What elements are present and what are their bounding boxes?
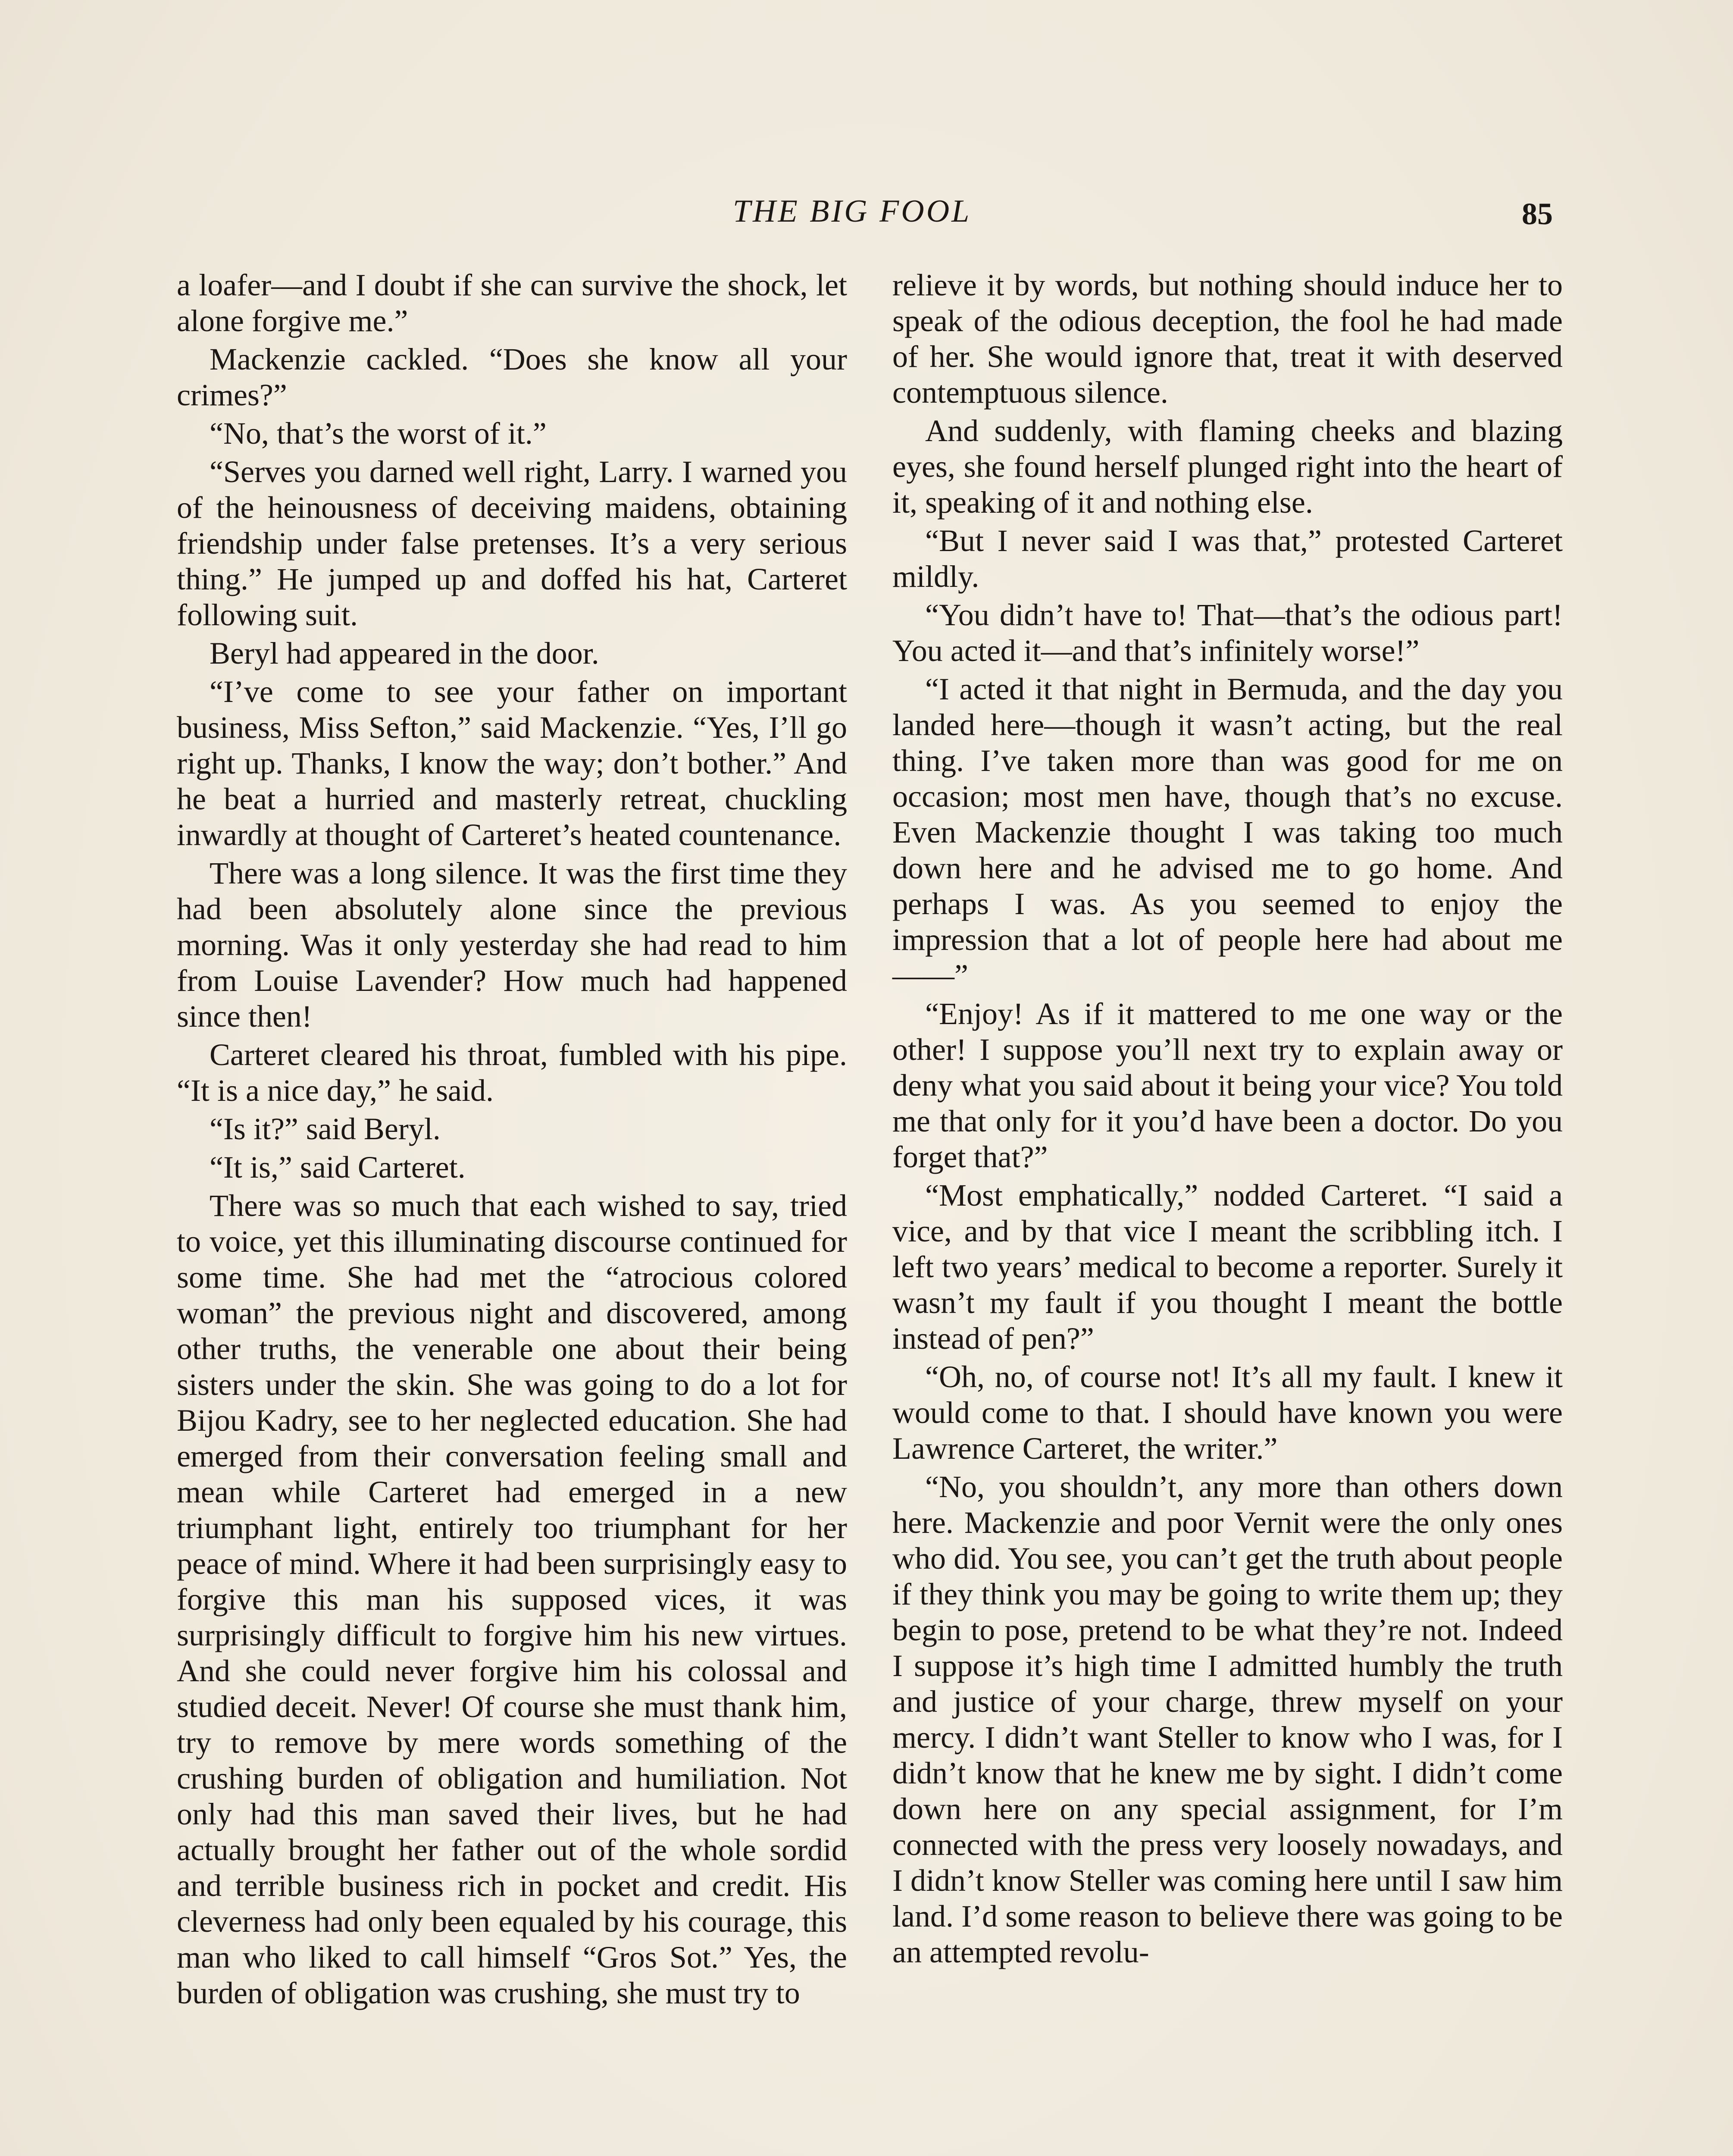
paragraph: “Is it?” said Beryl. bbox=[210, 1112, 441, 1146]
paragraph: relieve it by words, but nothing should induce her to speak of the odious deception, the fool he had made of her. She would ignore that, treat it with deserved contemptuous silence. bbox=[892, 268, 1563, 410]
paragraph: And suddenly, with flaming cheeks and blazing eyes, she found herself plunged right into the heart of it, speaking of it and nothing else. bbox=[892, 414, 1563, 520]
paragraph: Mackenzie cackled. “Does she know all your crimes?” bbox=[177, 342, 847, 412]
paragraph: “No, you shouldn’t, any more than others down here. Mackenzie and poor Vernit were the only ones who did. You see, you can’t get the truth about people if they think you may be going to write them up; they begin to pose, pretend to be what they’re not. Indeed I suppose it’s high time I admitted humbly the truth and justice of your charge, threw myself on your mercy. I didn’t want Steller to know who I was, for I didn’t know that he knew me by sight. I didn’t come down here on any special assignment, for I’m connected with the press very loosely nowadays, and I didn’t know Steller was coming here until I saw him land. I’d some reason to believe there was going to be an attempted revolu- bbox=[892, 1470, 1563, 1969]
paragraph: Carteret cleared his throat, fumbled with his pipe. “It is a nice day,” he said. bbox=[177, 1037, 847, 1108]
running-header bbox=[0, 190, 1733, 241]
paragraph: “Enjoy! As if it mattered to me one way or the other! I suppose you’ll next try to explain away or deny what you said about it being your vice? You told me that only for it you’d have been a doctor. Do you forget that?” bbox=[892, 997, 1563, 1174]
paragraph: Beryl had appeared in the door. bbox=[210, 636, 599, 671]
paragraph: “But I never said I was that,” protested Carteret mildly. bbox=[892, 523, 1563, 594]
paragraph: a loafer—and I doubt if she can survive the shock, let alone forgive me.” bbox=[177, 268, 847, 338]
paragraph: “No, that’s the worst of it.” bbox=[210, 416, 547, 451]
paragraph: “Oh, no, of course not! It’s all my fault. I knew it would come to that. I should have known you were Lawrence Carteret, the writer.” bbox=[892, 1360, 1563, 1466]
paragraph: “Most emphatically,” nodded Carteret. “I said a vice, and by that vice I meant the scribbling itch. I left two years’ medical to become a reporter. Surely it wasn’t my fault if you thought I meant the bottle instead of pen?” bbox=[892, 1178, 1563, 1356]
paragraph: “It is,” said Carteret. bbox=[210, 1150, 466, 1185]
paragraph: “Serves you darned well right, Larry. I warned you of the heinousness of deceiving maidens, obtaining friendship under false pretenses. It’s a very serious thing.” He jumped up and doffed his hat, Carteret following suit. bbox=[177, 454, 847, 632]
left-column bbox=[177, 267, 847, 2014]
page-number: 85 bbox=[1522, 197, 1553, 231]
paragraph: There was so much that each wished to say, tried to voice, yet this illuminating discourse continued for some time. She had met the “atrocious colored woman” the previous night and discovered, among other truths, the venerable one about their being sisters under the skin. She was going to do a lot for Bijou Kadry, see to her neglected education. She had emerged from their conversation feeling small and mean while Carteret had emerged in a new triumphant light, entirely too triumphant for her peace of mind. Where it had been surprisingly easy to forgive this man his supposed vices, it was surprisingly difficult to forgive him his new virtues. And she could never forgive him his colossal and studied deceit. Never! Of course she must thank him, try to remove by mere words something of the crushing burden of obligation and humiliation. Not only had this man saved their lives, but he had actually brought her father out of the whole sordid and terrible business rich in pocket and credit. His cleverness had only been equaled by his courage, this man who liked to call himself “Gros Sot.” Yes, the burden of obligation was crushing, she must try to bbox=[177, 1188, 847, 2010]
paragraph: There was a long silence. It was the first time they had been absolutely alone since the previous morning. Was it only yesterday she had read to him from Louise Lavender? How much had happened since then! bbox=[177, 856, 847, 1034]
paragraph: “I acted it that night in Bermuda, and the day you landed here—though it wasn’t acting, but the real thing. I’ve taken more than was good for me on occasion; most men have, though that’s no excuse. Even Mackenzie thought I was taking too much down here and he advised me to go home. And perhaps I was. As you seemed to enjoy the impression that a lot of people here had about me——” bbox=[892, 672, 1563, 993]
right-column bbox=[892, 267, 1563, 1973]
paragraph: “I’ve come to see your father on important business, Miss Sefton,” said Mackenzie. “Yes, I’ll go right up. Thanks, I know the way; don’t bother.” And he beat a hurried and masterly retreat, chuckling inwardly at thought of Carteret’s heated countenance. bbox=[177, 674, 847, 852]
paragraph: “You didn’t have to! That—that’s the odious part! You acted it—and that’s infinitely worse!” bbox=[892, 598, 1563, 668]
running-title: THE BIG FOOL bbox=[733, 194, 972, 229]
